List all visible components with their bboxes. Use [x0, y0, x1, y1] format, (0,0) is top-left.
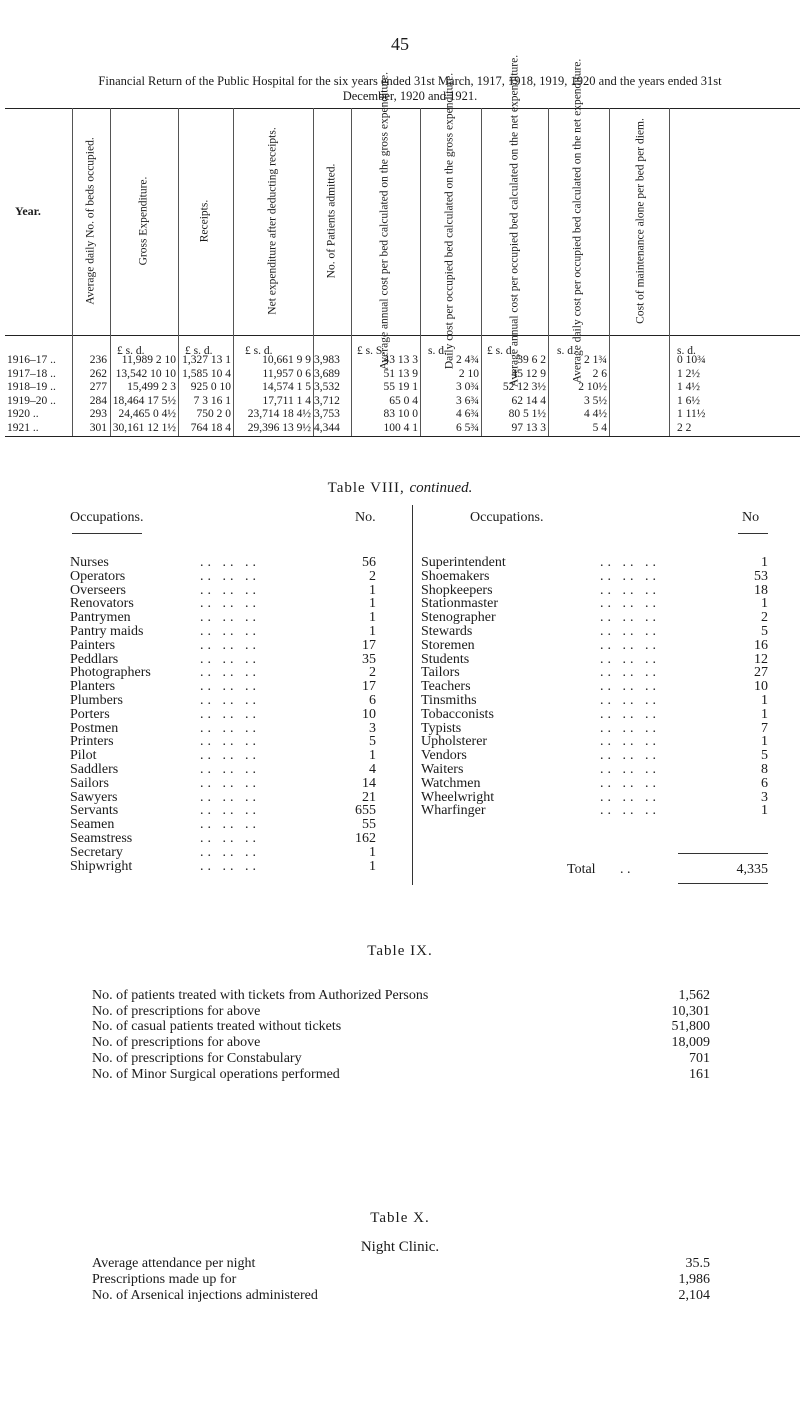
table8-left-leader: .. .. ..	[200, 582, 260, 598]
table8-right-leader: .. .. ..	[600, 555, 660, 570]
table8-left-occupation: Saddlers	[70, 762, 119, 777]
fin-cell-gross: 15,499 2 3	[127, 381, 176, 393]
table8-left-leader: .. .. ..	[200, 637, 260, 653]
header-daily-gross: Daily cost per occupied bed calculated on the gross expenditure.	[443, 72, 456, 370]
fin-cell-beds: 301	[89, 421, 107, 434]
units-daily-net: s. d.	[557, 345, 576, 357]
table9-value: 1,562	[678, 988, 710, 1003]
table8-left-occupation: Servants	[70, 803, 119, 819]
fin-cell-annual-net: 62 14 4	[511, 394, 546, 407]
fin-cell-annual-gross: 83 10 0	[383, 408, 418, 420]
table8-left-number: 55	[362, 817, 376, 833]
table8-right-leader: .. .. ..	[600, 693, 660, 708]
table8-left-leader: .. .. ..	[200, 775, 260, 791]
table8-right-occupation: Stationmaster	[421, 596, 498, 612]
table10-label: Average attendance per night	[92, 1256, 256, 1271]
table9-label: No. of Minor Surgical operations performed	[92, 1066, 340, 1082]
table8-right-no-rule	[738, 533, 768, 534]
table9-label: No. of prescriptions for above	[92, 1035, 261, 1051]
table8-right-number: 12	[754, 651, 768, 667]
fin-cell-net: 11,957 0 6	[262, 367, 311, 380]
table8-left-leader: .. .. ..	[200, 817, 260, 833]
fin-cell-maint: 1 6½	[677, 394, 700, 407]
table8-right-occupation: Wheelwright	[421, 789, 495, 805]
table8-right-number: 16	[754, 637, 768, 653]
table8-left-occupation: Porters	[70, 706, 110, 722]
fin-cell-gross: 11,989 2 10	[121, 354, 176, 366]
table9-value: 701	[689, 1050, 710, 1066]
table8-right-number: 27	[754, 665, 768, 681]
table8-right-number: 6	[761, 775, 768, 791]
table10-value: 1,986	[678, 1272, 710, 1287]
table8-right-leader: .. .. ..	[600, 624, 660, 639]
fin-cell-daily-net: 5 4	[592, 421, 607, 434]
table8-left-number: 1	[369, 858, 376, 874]
table8-left-occupation: Peddlars	[70, 651, 119, 667]
table8-left-number: 1	[369, 748, 376, 764]
fin-cell-daily-gross: 2 10	[458, 367, 479, 380]
units-net: £ s. d.	[245, 345, 273, 357]
table8-left-number: 6	[369, 693, 376, 708]
table8-left-number: 655	[355, 803, 376, 819]
table8-right-leader: .. .. ..	[600, 679, 660, 695]
fin-cell-receipts: 1,327 13 1	[182, 354, 231, 366]
fin-cell-net: 17,711 1 4	[262, 394, 311, 407]
table8-right-number: 1	[761, 734, 768, 750]
table8-right-leader: .. .. ..	[600, 762, 660, 777]
fin-cell-receipts: 750 2 0	[196, 408, 231, 420]
header-receipts: Receipts.	[198, 199, 211, 243]
table8-left-leader: .. .. ..	[200, 610, 260, 626]
fin-cell-daily-gross: 2 4¾	[456, 354, 479, 366]
page-number: 45	[391, 34, 409, 54]
fin-cell-maint: 2 2	[677, 421, 692, 434]
fin-cell-beds: 293	[89, 408, 107, 420]
table8-left-occupation: Pilot	[70, 748, 97, 764]
fin-cell-annual-gross: 51 13 9	[383, 367, 418, 380]
table8-left-leader: .. .. ..	[200, 831, 260, 846]
table8-title: Table VIII, continued.	[327, 480, 473, 496]
fin-cell-patients: 3,983	[314, 354, 340, 366]
units-annual-net: £ s. d.	[487, 345, 515, 357]
table8-left-number: 5	[369, 734, 376, 750]
table8-right-leader: .. .. ..	[600, 720, 660, 736]
table8-left-number: 2	[369, 665, 376, 681]
table8-left-occupation: Sailors	[70, 775, 109, 791]
table8-right-leader: .. .. ..	[600, 748, 660, 764]
table9-value: 18,009	[671, 1035, 710, 1051]
table8-left-leader: .. .. ..	[200, 665, 260, 681]
table8-right-occupation: Shopkeepers	[421, 582, 493, 598]
table9-label: No. of patients treated with tickets from Authorized Persons	[92, 988, 429, 1003]
table8-left-header-rule	[72, 533, 142, 534]
table8-left-leader: .. .. ..	[200, 624, 260, 639]
header-beds: Average daily No. of beds occupied.	[84, 137, 97, 305]
table8-right-occupation: Shoemakers	[421, 568, 490, 584]
table8-left-number: 1	[369, 582, 376, 598]
table8-right-leader: .. .. ..	[600, 665, 660, 681]
table8-left-occupation: Printers	[70, 734, 114, 750]
table8-right-number: 2	[761, 610, 768, 626]
table8-left-leader: .. .. ..	[200, 568, 260, 584]
table8-right-number: 3	[761, 789, 768, 805]
fin-cell-year: 1917–18 ..	[7, 367, 56, 380]
table8-right-number: 5	[761, 748, 768, 764]
table8-left-occupation: Overseers	[70, 582, 126, 598]
header-year: Year.	[15, 204, 41, 218]
table9-value: 10,301	[671, 1003, 710, 1019]
table8-left-occupation: Photographers	[70, 665, 151, 681]
table9-title: Table IX.	[367, 943, 433, 959]
table10-value: 2,104	[678, 1288, 710, 1303]
fin-cell-year: 1918–19 ..	[7, 381, 56, 393]
fin-cell-maint: 1 4½	[677, 381, 700, 393]
fin-cell-annual-gross: 100 4 1	[383, 421, 418, 434]
table8-left-occupation: Planters	[70, 679, 116, 695]
table8-right-header: Occupations.	[470, 510, 544, 525]
header-net: Net expenditure after deducting receipts.	[266, 127, 279, 315]
table8-right-occupation: Watchmen	[421, 775, 481, 791]
table8-left-number: 1	[369, 624, 376, 639]
fin-cell-maint: 0 10¾	[677, 354, 706, 366]
table9-label: No. of prescriptions for Constabulary	[92, 1050, 302, 1066]
table8-left-occupation: Painters	[70, 637, 116, 653]
table8-left-occupation: Renovators	[70, 596, 134, 612]
table8-right-number: 7	[761, 720, 768, 736]
table8-left-leader: .. .. ..	[200, 858, 260, 874]
table8-right-number: 10	[754, 679, 768, 695]
table8-right-occupation: Vendors	[421, 748, 467, 764]
fin-cell-receipts: 1,585 10 4	[182, 367, 231, 380]
table8-left-leader: .. .. ..	[200, 651, 260, 667]
table8-right-occupation: Wharfinger	[421, 803, 486, 819]
table9-label: No. of casual patients treated without tickets	[92, 1019, 342, 1035]
table8-left-number: 4	[369, 762, 376, 777]
table8-left-leader: .. .. ..	[200, 734, 260, 750]
fin-cell-annual-net: 97 13 3	[511, 421, 546, 434]
table8-left-occupation: Plumbers	[70, 693, 123, 708]
table10-value: 35.5	[685, 1256, 710, 1271]
fin-cell-daily-net: 4 4½	[584, 408, 607, 420]
table10-subtitle: Night Clinic.	[360, 1239, 440, 1255]
table8-left-leader: .. .. ..	[200, 720, 260, 736]
fin-cell-net: 10,661 9 9	[262, 354, 311, 366]
table8-right-no-header: No	[742, 510, 760, 525]
fin-cell-year: 1916–17 ..	[7, 354, 56, 366]
table8-right-leader: .. .. ..	[600, 789, 660, 805]
table8-total-value: 4,335	[736, 862, 768, 877]
fin-cell-patients: 3,753	[314, 408, 340, 420]
table9-label: No. of prescriptions for above	[92, 1003, 261, 1019]
table8-right-number: 8	[761, 762, 768, 777]
fin-cell-daily-net: 2 6	[592, 367, 607, 380]
table8-right-number: 5	[761, 624, 768, 639]
table8-right-leader: .. .. ..	[600, 596, 660, 612]
table8-total-rule	[678, 853, 768, 854]
fin-cell-receipts: 7 3 16 1	[193, 394, 231, 407]
fin-cell-patients: 4,344	[314, 421, 340, 434]
header-annual-gross: Average annual cost per bed calculated on the gross expenditure.	[378, 71, 391, 371]
table8-right-leader: .. .. ..	[600, 775, 660, 791]
table8-right-leader: .. .. ..	[600, 803, 660, 819]
table8-left-occupation: Sawyers	[70, 789, 118, 805]
table8-left-occupation: Secretary	[70, 844, 123, 860]
fin-cell-daily-net: 2 1¾	[584, 354, 607, 366]
table8-left-number: 35	[362, 651, 376, 667]
fin-cell-daily-gross: 3 0¾	[456, 381, 479, 393]
fin-cell-annual-net: 45 12 9	[511, 367, 546, 380]
table8-left-leader: .. .. ..	[200, 679, 260, 695]
fin-cell-maint: 1 2½	[677, 367, 700, 380]
table8-left-number: 56	[362, 555, 376, 570]
fin-cell-receipts: 764 18 4	[190, 421, 231, 434]
table8-right-occupation: Superintendent	[421, 555, 506, 570]
table9-value: 161	[689, 1066, 710, 1082]
fin-cell-daily-gross: 6 5¾	[456, 421, 479, 434]
fin-cell-receipts: 925 0 10	[190, 381, 231, 393]
table8-left-occupation: Shipwright	[70, 858, 133, 874]
fin-cell-daily-net: 3 5½	[584, 394, 607, 407]
table8-left-number: 2	[369, 568, 376, 584]
table10-title: Table X.	[370, 1210, 430, 1226]
table8-left-occupation: Operators	[70, 568, 126, 584]
fin-cell-annual-net: 52 12 3½	[502, 381, 546, 393]
table8-left-number: 1	[369, 610, 376, 626]
fin-cell-patients: 3,532	[314, 381, 340, 393]
table8-right-occupation: Storemen	[421, 637, 475, 653]
table10-label: Prescriptions made up for	[92, 1272, 237, 1287]
fin-cell-beds: 262	[89, 367, 107, 380]
table8-right-occupation: Waiters	[421, 762, 464, 777]
fin-cell-net: 14,574 1 5	[262, 381, 311, 393]
fin-cell-net: 23,714 18 4½	[247, 408, 311, 420]
units-daily-gross: s. d.	[428, 345, 447, 357]
table8-left-occupation: Seamen	[70, 817, 115, 833]
table8-left-occupation: Pantrymen	[70, 610, 131, 626]
units-annual-gross: £ s. S.	[357, 345, 386, 357]
fin-cell-year: 1921 ..	[7, 421, 39, 434]
table8-right-number: 18	[754, 582, 768, 598]
table8-left-number: 14	[362, 775, 376, 791]
header-patients: No. of Patients admitted.	[325, 163, 338, 279]
fin-cell-daily-gross: 4 6¾	[456, 408, 479, 420]
financial-caption: Financial Return of the Public Hospital for the six years ended 31st March, 1917, 1918, 1919, 1920 and the years ended 31st December, 1920 and 1921.	[98, 74, 722, 103]
fin-cell-annual-net: 39 6 2	[517, 354, 546, 366]
table8-right-occupation: Teachers	[421, 679, 471, 695]
table8-right-occupation: Stenographer	[421, 610, 496, 626]
table8-right-occupation: Typists	[421, 720, 462, 736]
table8-right-leader: .. .. ..	[600, 734, 660, 750]
table8-right-leader: .. .. ..	[600, 610, 660, 626]
fin-cell-year: 1920 ..	[7, 408, 39, 420]
table8-right-leader: .. .. ..	[600, 582, 660, 598]
table8-right-leader: .. .. ..	[600, 568, 660, 584]
table10-label: No. of Arsenical injections administered	[92, 1288, 318, 1303]
fin-cell-beds: 236	[89, 354, 107, 366]
fin-cell-patients: 3,712	[314, 394, 340, 407]
header-daily-net: Average daily cost per occupied bed calculated on the net expenditure.	[571, 58, 584, 384]
table8-left-leader: .. .. ..	[200, 693, 260, 708]
fin-cell-patients: 3,689	[314, 367, 340, 380]
fin-cell-gross: 13,542 10 10	[115, 367, 176, 380]
header-maint: Cost of maintenance alone per bed per diem.	[634, 118, 647, 324]
table8-right-number: 53	[754, 568, 768, 584]
table8-right-occupation: Tinsmiths	[421, 693, 477, 708]
table8-right-number: 1	[761, 706, 768, 722]
table8-left-number: 21	[362, 789, 376, 805]
units-maint: s. d.	[677, 345, 696, 357]
fin-cell-daily-gross: 3 6¾	[456, 394, 479, 407]
table8-right-occupation: Upholsterer	[421, 734, 488, 750]
table8-right-occupation: Tailors	[421, 665, 460, 681]
units-gross: £ s. d.	[117, 345, 145, 357]
units-receipts: £ s. d.	[185, 345, 213, 357]
table8-left-number: 162	[355, 831, 376, 846]
table8-left-leader: .. .. ..	[200, 596, 260, 612]
table8-left-number: 1	[369, 844, 376, 860]
table8-total-dots: . .	[620, 862, 631, 877]
table8-left-occupation: Nurses	[70, 555, 109, 570]
table8-left-number: 17	[362, 679, 376, 695]
fin-cell-annual-gross: 65 0 4	[389, 394, 418, 407]
table8-left-leader: .. .. ..	[200, 789, 260, 805]
table8-total-label: Total	[567, 862, 596, 877]
table8-right-occupation: Students	[421, 651, 470, 667]
table8-total-underline	[678, 883, 768, 884]
fin-cell-year: 1919–20 ..	[7, 394, 56, 407]
fin-cell-daily-net: 2 10½	[578, 381, 607, 393]
fin-cell-annual-net: 80 5 1½	[508, 408, 546, 420]
table8-divider	[412, 505, 413, 885]
table8-left-number: 17	[362, 637, 376, 653]
fin-cell-annual-gross: 43 13 3	[383, 354, 418, 366]
table8-right-number: 1	[761, 803, 768, 819]
table8-left-header: Occupations.	[70, 510, 144, 525]
fin-cell-net: 29,396 13 9½	[247, 421, 311, 434]
table8-right-leader: .. .. ..	[600, 706, 660, 722]
table8-left-leader: .. .. ..	[200, 555, 260, 570]
fin-cell-maint: 1 11½	[677, 408, 706, 420]
table8-right-occupation: Stewards	[421, 624, 473, 639]
fin-cell-gross: 24,465 0 4½	[118, 408, 176, 420]
fin-cell-gross: 30,161 12 1½	[112, 421, 176, 434]
table8-left-leader: .. .. ..	[200, 748, 260, 764]
table8-right-leader: .. .. ..	[600, 637, 660, 653]
table8-left-number: 3	[369, 720, 376, 736]
table8-right-number: 1	[761, 596, 768, 612]
header-gross: Gross Expenditure.	[137, 176, 150, 266]
table8-no-header: No.	[355, 510, 376, 525]
table8-left-leader: .. .. ..	[200, 844, 260, 860]
table8-left-occupation: Pantry maids	[70, 624, 144, 639]
fin-cell-beds: 284	[89, 394, 107, 407]
table8-left-number: 1	[369, 596, 376, 612]
table8-left-occupation: Seamstress	[70, 831, 133, 846]
header-annual-net: Average annual cost per occupied bed calculated on the net expenditure.	[508, 54, 521, 388]
fin-cell-annual-gross: 55 19 1	[383, 381, 418, 393]
table8-right-leader: .. .. ..	[600, 651, 660, 667]
table8-left-number: 10	[362, 706, 376, 722]
table9-value: 51,800	[671, 1019, 710, 1035]
table8-left-leader: .. .. ..	[200, 803, 260, 819]
fin-cell-beds: 277	[89, 381, 107, 393]
table8-right-occupation: Tobacconists	[421, 706, 494, 722]
table8-right-number: 1	[761, 693, 768, 708]
table8-left-leader: .. .. ..	[200, 762, 260, 777]
fin-cell-gross: 18,464 17 5½	[112, 394, 176, 407]
table8-right-number: 1	[761, 555, 768, 570]
table8-left-occupation: Postmen	[70, 720, 119, 736]
table8-left-leader: .. .. ..	[200, 706, 260, 722]
